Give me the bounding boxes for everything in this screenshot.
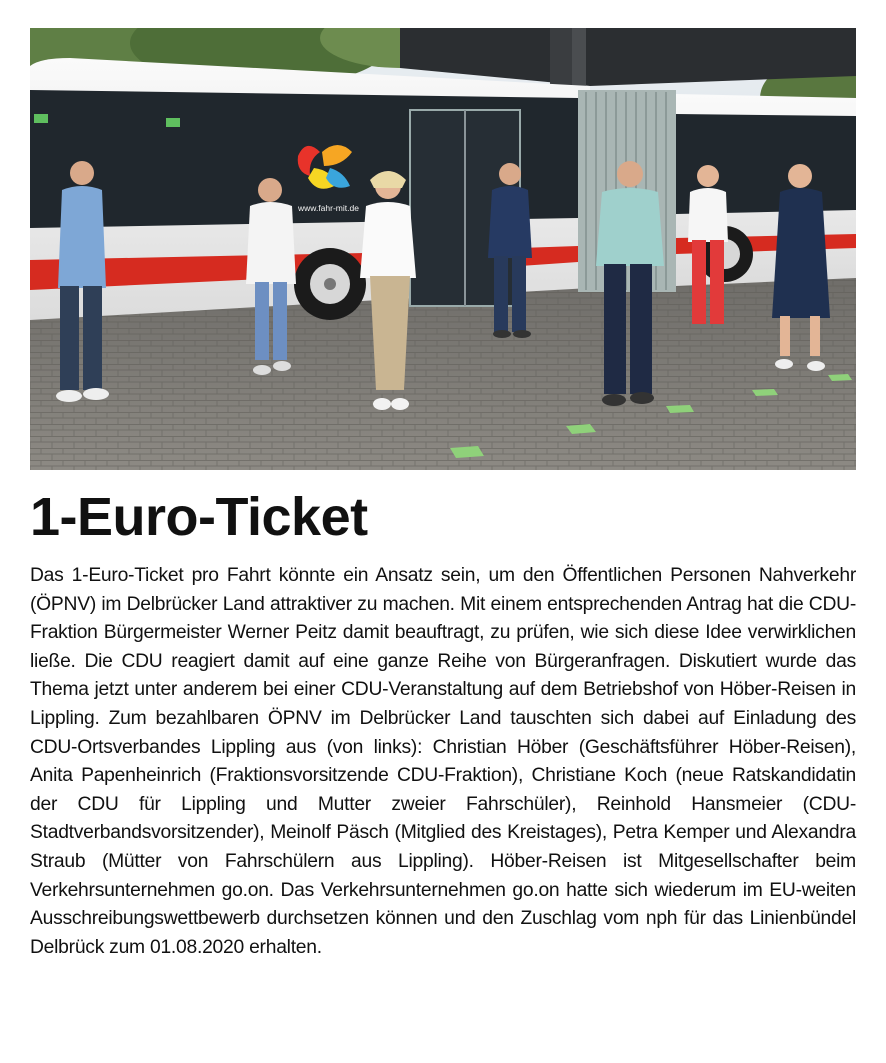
article-photo xyxy=(30,28,856,470)
bus-url-text: www.fahr-mit.de xyxy=(298,203,359,213)
article-headline: 1-Euro-Ticket xyxy=(30,487,368,547)
article-body: Das 1-Euro-Ticket pro Fahrt könnte ein Ansatz sein, um den Öffentlichen Personen Nahverkehr (ÖPNV) im Delbrücker Land attraktiver zu machen. Mit einem entsprechenden Antrag hat die CDU-Fraktion Bürgermeister Werner Peitz damit beauftragt, zu prüfen, wie sich diese Idee verwirklichen ließe. Die CDU reagiert damit auf eine ganze Reihe von Bürgeranfragen. Diskutiert wurde das Thema jetzt unter anderem bei einer CDU-Veranstaltung auf dem Betriebshof von Höber-Reisen in Lippling. Zum bezahlbaren ÖPNV im Delbrücker Land tauschten sich dabei auf Einladung des CDU-Ortsverbandes Lippling aus (von links): Christian Höber (Geschäftsführer Höber-Reisen), Anita Papenheinrich (Fraktionsvorsitzende CDU-Fraktion), Christiane Koch (neue Ratskandidatin der CDU für Lippling und Mutter zweier Fahrschüler), Reinhold Hansmeier (CDU-Stadtverbandsvorsitzender), Meinolf Päsch (Mitglied des Kreistages), Petra Kemper und Alexandra Straub (Mütter von Fahrschülern aus Lippling). Höber-Reisen ist Mitgesellschafter beim Verkehrsunternehmen go.on. Das Verkehrsunternehmen go.on hatte sich wiederum im EU-weiten Ausschreibungswettbewerb durchsetzen können und den Zuschlag vom nph für das Linienbündel Delbrück zum 01.08.2020 erhalten. xyxy=(30,565,856,958)
